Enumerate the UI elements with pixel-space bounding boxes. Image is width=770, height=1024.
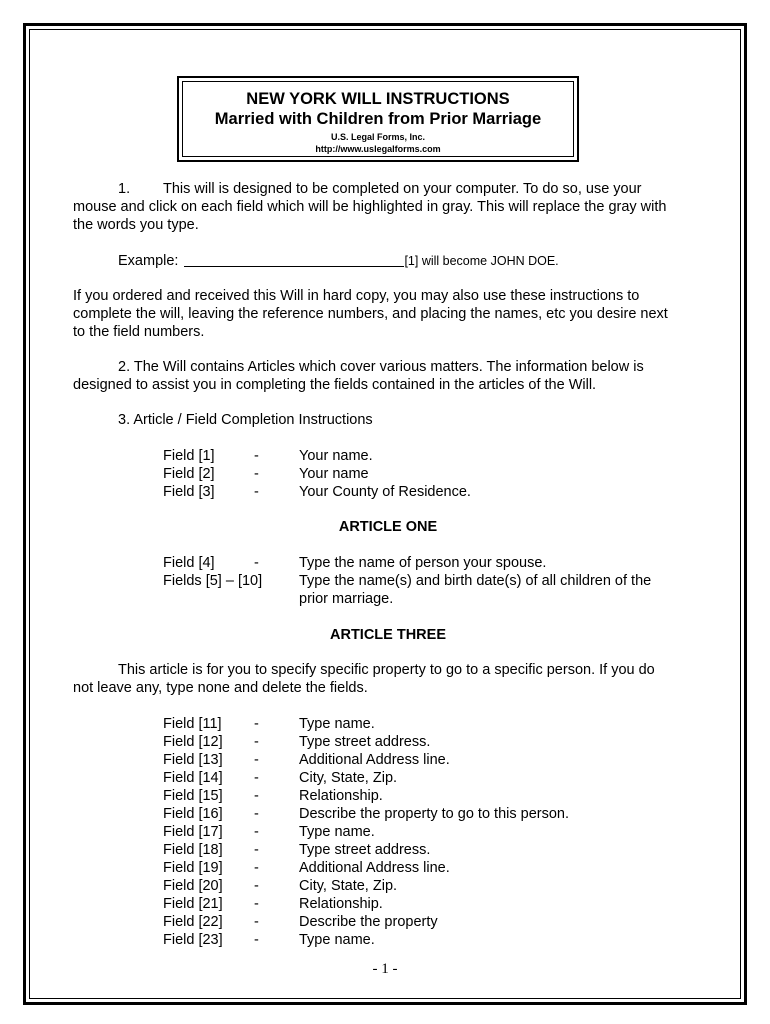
company-name: U.S. Legal Forms, Inc. <box>330 132 426 142</box>
field-dash: - <box>254 788 259 804</box>
field-dash: - <box>254 734 259 750</box>
field-description: Type name. <box>299 932 375 948</box>
paragraph-3-text-1: 2. The Will contains Articles which cover various matters. The information below is <box>118 359 644 375</box>
company-url[interactable]: http://www.uslegalforms.com <box>315 144 441 154</box>
field-dash: - <box>254 555 259 571</box>
paragraph-4-text: 3. Article / Field Completion Instructions <box>118 412 373 428</box>
field-dash: - <box>254 932 259 948</box>
paragraph-3-line-1 <box>73 358 703 376</box>
field-label: Field [13] <box>163 752 223 768</box>
field-description: Type street address. <box>299 734 431 750</box>
document-subtitle: Married with Children from Prior Marriage <box>214 110 542 128</box>
paragraph-1-text-1: This will is designed to be completed on your computer. To do so, use your <box>163 181 642 197</box>
article-one-heading: ARTICLE ONE <box>338 519 438 535</box>
field-dash: - <box>254 914 259 930</box>
example-suffix: [1] will become JOHN DOE. <box>404 254 559 268</box>
paragraph-2-line-3: to the field numbers. <box>73 324 205 340</box>
field-description: Type name. <box>299 716 375 732</box>
field-description: Type the name of person your spouse. <box>299 555 547 571</box>
field-description: Describe the property <box>299 914 438 930</box>
field-description: Additional Address line. <box>299 752 450 768</box>
paragraph-2-line-2: complete the will, leaving the reference numbers, and placing the names, etc you desire next <box>73 306 668 322</box>
field-label: Field [12] <box>163 734 223 750</box>
paragraph-1-number: 1. <box>118 181 131 197</box>
example-label: Example: <box>118 253 179 269</box>
article-three-intro-text-1: This article is for you to specify specific property to go to a specific person. If you do <box>118 662 655 678</box>
article-three-intro-line-2: not leave any, type none and delete the fields. <box>73 680 368 696</box>
field-description: Your County of Residence. <box>299 484 471 500</box>
field-description: Relationship. <box>299 896 383 912</box>
field-label: Fields [5] – [10] <box>163 573 263 589</box>
field-label: Field [4] <box>163 555 215 571</box>
article-three-intro-line-1 <box>73 661 703 679</box>
title-box <box>177 76 579 162</box>
paragraph-3-line-2: designed to assist you in completing the fields contained in the articles of the Will. <box>73 377 597 393</box>
field-description: Your name <box>299 466 369 482</box>
field-description: Relationship. <box>299 788 383 804</box>
field-description: Type the name(s) and birth date(s) of all children of the <box>299 573 652 589</box>
paragraph-4 <box>73 411 703 429</box>
field-dash: - <box>254 896 259 912</box>
field-label: Field [20] <box>163 878 223 894</box>
field-label: Field [15] <box>163 788 223 804</box>
title-box-inner <box>182 81 574 157</box>
field-dash: - <box>254 860 259 876</box>
field-label: Field [14] <box>163 770 223 786</box>
field-description: Type street address. <box>299 842 431 858</box>
field-dash: - <box>254 824 259 840</box>
field-dash: - <box>254 466 259 482</box>
field-description: Describe the property to go to this person. <box>299 806 570 822</box>
field-description: Additional Address line. <box>299 860 450 876</box>
field-label: Field [23] <box>163 932 223 948</box>
field-dash: - <box>254 484 259 500</box>
document-title: NEW YORK WILL INSTRUCTIONS <box>246 90 510 108</box>
field-dash: - <box>254 448 259 464</box>
paragraph-1-line-3: the words you type. <box>73 217 199 233</box>
paragraph-1-line-2: mouse and click on each field which will be highlighted in gray. This will replace the gray with <box>73 199 667 215</box>
field-label: Field [21] <box>163 896 223 912</box>
paragraph-2-line-1: If you ordered and received this Will in hard copy, you may also use these instructions to <box>73 288 640 304</box>
field-label: Field [18] <box>163 842 223 858</box>
example-blank <box>184 252 404 267</box>
field-description: Type name. <box>299 824 375 840</box>
field-dash: - <box>254 716 259 732</box>
field-label: Field [11] <box>163 716 222 732</box>
field-description: City, State, Zip. <box>299 878 398 894</box>
field-dash: - <box>254 806 259 822</box>
field-description: Your name. <box>299 448 373 464</box>
paragraph-1-line-1 <box>73 180 703 198</box>
field-label: Field [1] <box>163 448 215 464</box>
field-dash: - <box>254 752 259 768</box>
field-dash: - <box>254 878 259 894</box>
field-dash: - <box>254 770 259 786</box>
field-label: Field [19] <box>163 860 223 876</box>
field-dash: - <box>254 842 259 858</box>
field-label: Field [3] <box>163 484 215 500</box>
example-line <box>73 252 703 270</box>
field-label: Field [2] <box>163 466 215 482</box>
field-label: Field [22] <box>163 914 223 930</box>
article-three-heading: ARTICLE THREE <box>330 627 446 643</box>
field-label: Field [16] <box>163 806 223 822</box>
field-description: City, State, Zip. <box>299 770 398 786</box>
page-number: - 1 - <box>372 961 398 977</box>
field-description-cont: prior marriage. <box>299 591 394 607</box>
field-label: Field [17] <box>163 824 223 840</box>
